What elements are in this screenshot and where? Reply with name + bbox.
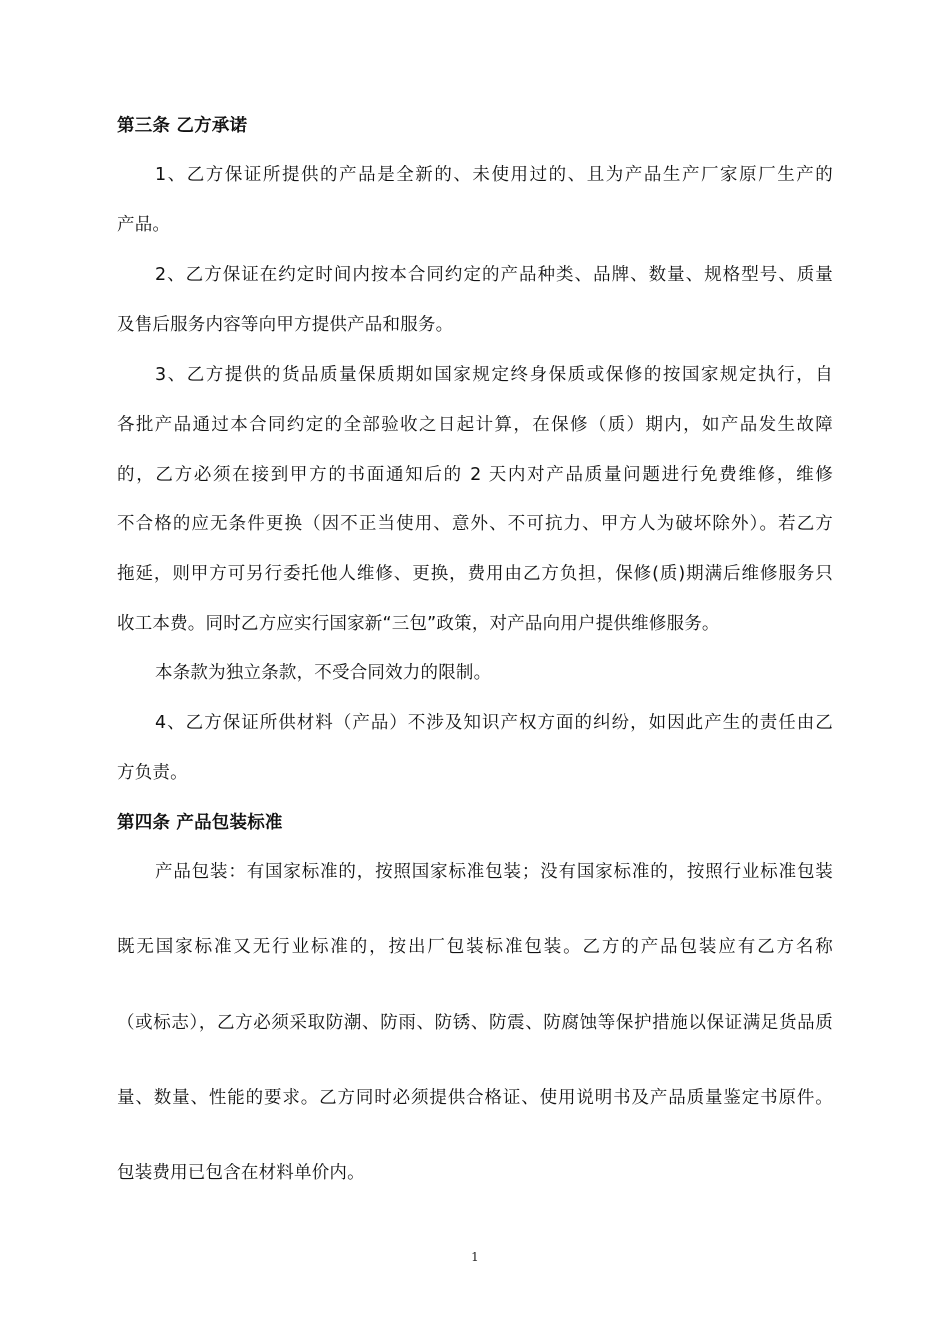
article3-item3-line2: 各批产品通过本合同约定的全部验收之日起计算，在保修（质）期内，如产品发生故障 xyxy=(117,415,833,435)
article3-item4-line2: 方负责。 xyxy=(117,763,188,783)
page-number: 1 xyxy=(471,1250,479,1264)
article4-packaging-line4: 量、数量、性能的要求。乙方同时必须提供合格证、使用说明书及产品质量鉴定书原件。 xyxy=(117,1088,833,1108)
article3-item3-line6: 收工本费。同时乙方应实行国家新“三包”政策，对产品向用户提供维修服务。 xyxy=(117,614,720,634)
article4-packaging-line1: 产品包装：有国家标准的，按照国家标准包装；没有国家标准的，按照行业标准包装 xyxy=(155,862,833,882)
article3-item3-line4: 不合格的应无条件更换（因不正当使用、意外、不可抗力、甲方人为破坏除外）。若乙方 xyxy=(117,514,833,534)
article3-item3-line3: 的，乙方必须在接到甲方的书面通知后的 2 天内对产品质量问题进行免费维修，维修 xyxy=(117,465,833,485)
article3-heading: 第三条 乙方承诺 xyxy=(117,116,248,136)
article3-item2-line2: 及售后服务内容等向甲方提供产品和服务。 xyxy=(117,315,454,335)
article3-item1-line1: 1、乙方保证所提供的产品是全新的、未使用过的、且为产品生产厂家原厂生产的 xyxy=(155,165,833,185)
article4-packaging-line3: （或标志），乙方必须采取防潮、防雨、防锈、防震、防腐蚀等保护措施以保证满足货品质 xyxy=(117,1013,833,1033)
article3-item3-line5: 拖延，则甲方可另行委托他人维修、更换，费用由乙方负担，保修(质)期满后维修服务只 xyxy=(117,564,833,584)
article4-packaging-line5: 包装费用已包含在材料单价内。 xyxy=(117,1163,365,1183)
article4-packaging-line2: 既无国家标准又无行业标准的，按出厂包装标准包装。乙方的产品包装应有乙方名称 xyxy=(117,937,833,957)
article3-independent-clause: 本条款为独立条款，不受合同效力的限制。 xyxy=(155,663,492,683)
article3-item4-line1: 4、乙方保证所供材料（产品）不涉及知识产权方面的纠纷，如因此产生的责任由乙 xyxy=(155,713,833,733)
article3-item1-line2: 产品。 xyxy=(117,215,171,235)
article3-item3-line1: 3、乙方提供的货品质量保质期如国家规定终身保质或保修的按国家规定执行，自 xyxy=(155,365,833,385)
article3-item2-line1: 2、乙方保证在约定时间内按本合同约定的产品种类、品牌、数量、规格型号、质量 xyxy=(155,265,833,285)
article4-heading: 第四条 产品包装标准 xyxy=(117,813,283,833)
